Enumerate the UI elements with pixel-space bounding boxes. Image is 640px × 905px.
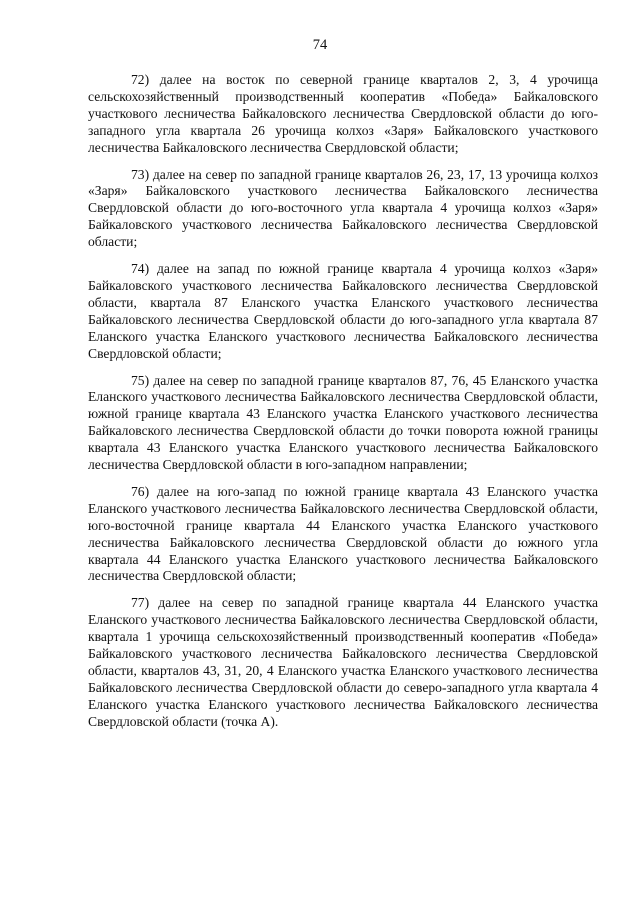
paragraph-76: 76) далее на юго-запад по южной границе квартала 43 Еланского участка Еланского участкового лесничества Байкаловского лесничества Свердловской области, юго-восточной границе квартала 44 Еланского участка Еланского участкового лесничества Байкаловского лесничества Свердловской области до южного угла квартала 44 Еланского участка Еланского участкового лесничества Байкаловского лесничества Свердловской области; (88, 483, 598, 584)
document-body (88, 72, 598, 741)
paragraph-72: 72) далее на восток по северной границе кварталов 2, 3, 4 урочища сельскохозяйственный производственный кооператив «Победа» Байкаловского участкового лесничества Байкаловского лесничества Свердловской области до юго-западного угла квартала 26 урочища колхоз «Заря» Байкаловского участкового лесничества Байкаловского лесничества Свердловской области; (88, 72, 598, 155)
page-number: 74 (312, 37, 328, 53)
paragraph-73: 73) далее на север по западной границе кварталов 26, 23, 17, 13 урочища колхоз «Заря» Байкаловского участкового лесничества Байкаловского лесничества Свердловской области до юго-восточного угла квартала 4 урочища колхоз «Заря» Байкаловского участкового лесничества Байкаловского лесничества Свердловской области; (88, 166, 598, 250)
paragraph-74: 74) далее на запад по южной границе квартала 4 урочища колхоз «Заря» Байкаловского участкового лесничества Байкаловского лесничества Свердловской области, квартала 87 Еланского участка Еланского участкового лесничества Байкаловского лесничества Свердловской области до юго-западного угла квартала 87 Еланского участка Еланского участкового лесничества Байкаловского лесничества Свердловской области; (88, 261, 598, 361)
paragraph-75: 75) далее на север по западной границе кварталов 87, 76, 45 Еланского участка Еланского участкового лесничества Байкаловского лесничества Свердловской области, южной границе квартала 43 Еланского участка Еланского участкового лесничества Байкаловского лесничества Свердловской области до точки поворота южной границы квартала 43 Еланского участка Еланского участкового лесничества Байкаловского лесничества Свердловской области в юго-западном направлении; (88, 372, 598, 473)
paragraph-77: 77) далее на север по западной границе квартала 44 Еланского участка Еланского участкового лесничества Байкаловского лесничества Свердловской области, квартала 1 урочища сельскохозяйственный производственный кооператив «Победа» Байкаловского участкового лесничества Байкаловского лесничества Свердловской области, кварталов 43, 31, 20, 4 Еланского участка Еланского участкового лесничества Байкаловского лесничества Свердловской области до северо-западного угла квартала 4 Еланского участка Еланского участкового лесничества Байкаловского лесничества Свердловской области (точка А). (88, 595, 598, 729)
